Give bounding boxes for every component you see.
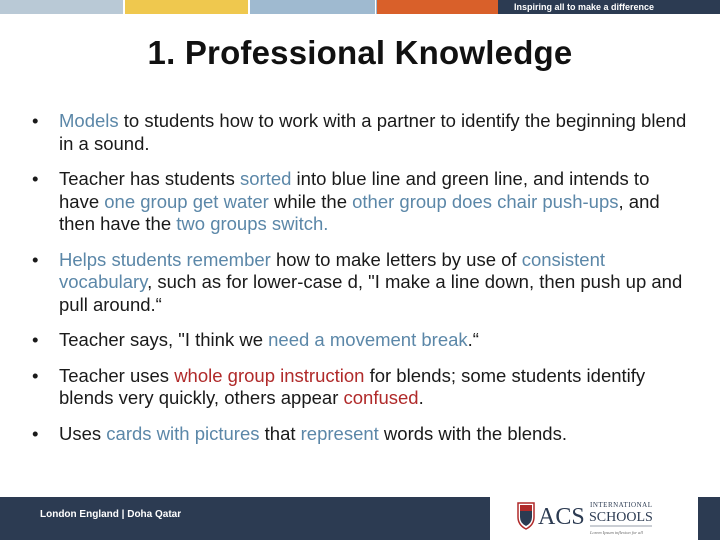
bullet-text <box>59 168 660 234</box>
bullet-dot: • <box>32 329 39 350</box>
bullet-item <box>32 110 692 155</box>
footer-band <box>0 497 490 540</box>
text-run: . <box>418 387 424 408</box>
bullet-dot: • <box>32 110 39 131</box>
bullet-item <box>32 168 692 236</box>
footer-locations: London England | Doha Qatar <box>40 509 182 520</box>
bullet-dot: • <box>32 248 39 270</box>
acs-logo <box>512 497 662 537</box>
highlighted-phrase: consistent vocabulary <box>59 248 606 292</box>
text-run: Uses <box>59 422 107 444</box>
tagline: Inspiring all to make a difference <box>498 0 720 14</box>
text-run: .“ <box>467 329 479 350</box>
text-run: Teacher has students <box>59 168 240 189</box>
bullet-item <box>32 249 692 317</box>
text-run: Teacher uses <box>59 364 175 386</box>
bullet-dot: • <box>32 364 39 386</box>
bullet-text <box>59 423 567 444</box>
bullet-list <box>32 110 692 458</box>
bullet-item <box>32 365 692 410</box>
highlighted-phrase: Helps students remember <box>59 248 271 270</box>
highlighted-phrase: represent <box>300 422 379 444</box>
highlighted-phrase: one group get water <box>104 190 269 212</box>
highlighted-phrase: sorted <box>240 168 292 189</box>
text-run: , and then have the <box>59 190 660 234</box>
highlighted-phrase: two groups switch. <box>176 213 329 234</box>
bullet-item <box>32 329 692 352</box>
logo-international-text: INTERNATIONAL <box>590 501 653 509</box>
logo-schools-text: SCHOOLS <box>589 510 653 525</box>
slide-title: 1. Professional Knowledge <box>147 34 573 71</box>
text-run: while the <box>268 190 353 212</box>
bullet-text <box>59 249 682 315</box>
text-run: into blue line and green line, and intends to have <box>59 168 650 212</box>
crest-icon <box>518 503 534 529</box>
logo-motto-text: Lorem Ipsum inflexion for all <box>590 530 643 535</box>
bullet-text <box>59 329 479 350</box>
highlighted-phrase: cards with pictures <box>106 422 260 444</box>
color-bar-segment-yellow <box>125 0 248 14</box>
bullet-text <box>59 365 645 409</box>
color-bar-segment-blue <box>250 0 375 14</box>
text-run: that <box>259 422 301 444</box>
highlighted-phrase: whole group instruction <box>174 364 365 386</box>
text-run: how to make letters by use of <box>270 248 522 270</box>
text-run: for blends; some students identify blends very quickly, others appear <box>59 364 646 408</box>
color-bar-segment-orange <box>377 0 498 14</box>
text-run: words with the blends. <box>378 422 567 444</box>
text-run: to students how to work with a partner to identify the beginning blend in a sound. <box>59 110 687 154</box>
text-run: , such as for lower-case d, "I make a line down, then push up and pull around.“ <box>59 271 683 315</box>
highlighted-phrase: need a movement break <box>268 329 468 350</box>
bullet-dot: • <box>32 422 39 444</box>
logo-acs-text: ACS <box>538 504 585 530</box>
highlighted-phrase: Models <box>59 110 119 131</box>
bullet-item <box>32 423 692 446</box>
text-run: Teacher says, "I think we <box>59 329 269 350</box>
bullet-dot: • <box>32 168 39 189</box>
bullet-text <box>59 110 686 154</box>
highlighted-phrase: other group does chair push-ups <box>352 190 619 212</box>
highlighted-phrase: confused <box>343 387 419 408</box>
footer-right-band <box>698 497 720 540</box>
color-bar-segment-1 <box>0 0 125 14</box>
